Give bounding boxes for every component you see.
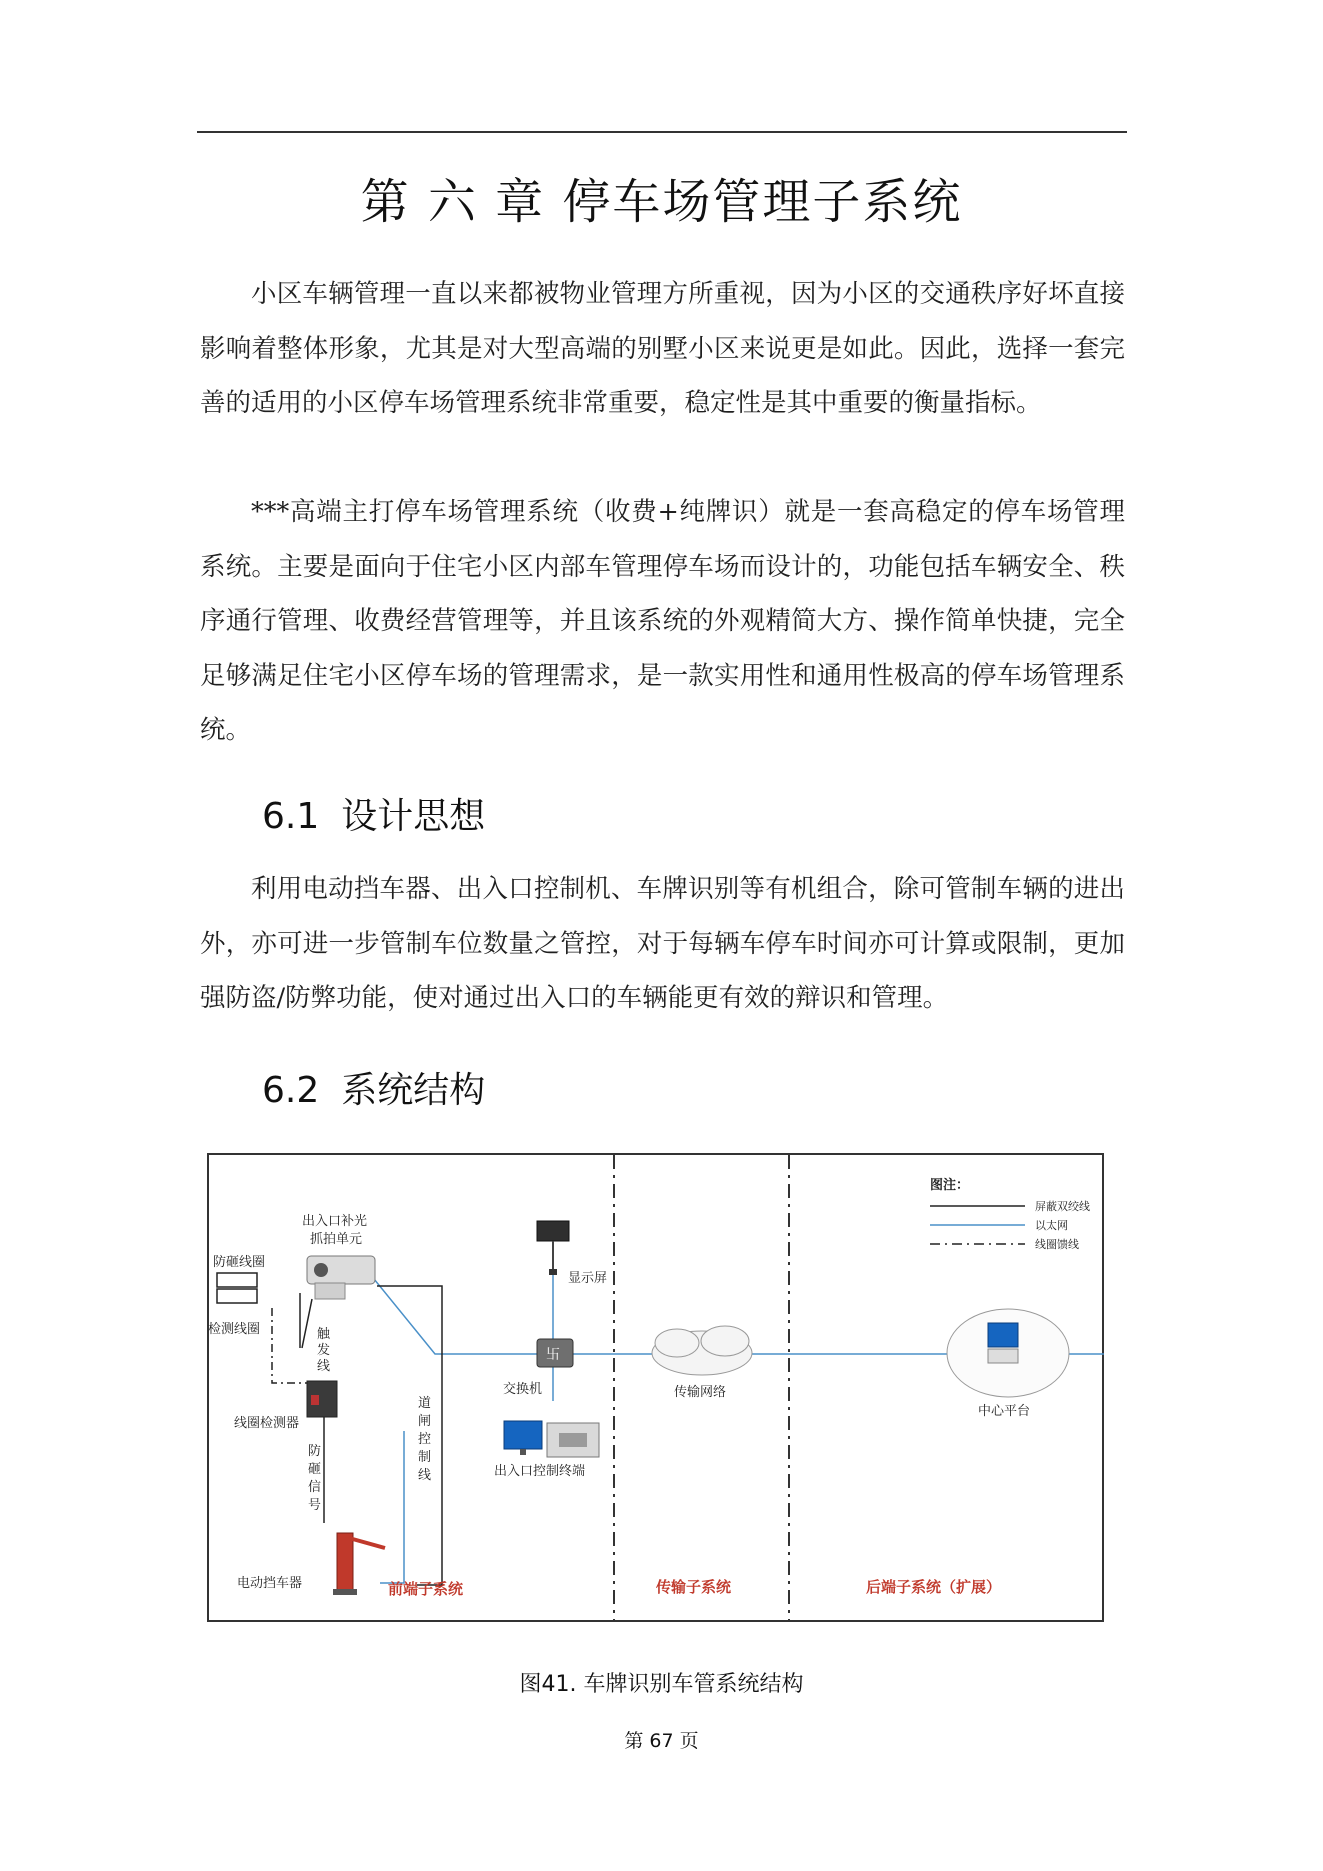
svg-text:卐: 卐: [546, 1347, 560, 1363]
label-center: 中心平台: [978, 1404, 1031, 1419]
legend-title: 图注：: [930, 1178, 970, 1193]
gate-control-line-label: [418, 1396, 431, 1483]
subsystem-backend: 后端子系统（扩展）: [866, 1578, 1002, 1596]
svg-text:砸: 砸: [308, 1462, 322, 1477]
intro-paragraph-1: 小区车辆管理一直以来都被物业管理方所重视，因为小区的交通秩序好坏直接影响着整体形象，尤其是对大型高端的别墅小区来说更是如此。因此，选择一套完善的适用的小区停车场管理系统非常重要，稳定性是其中重要的衡量指标。: [200, 279, 1125, 418]
section-heading-6-2: [262, 1062, 485, 1113]
intro-paragraph-2: ***高端主打停车场管理系统（收费+纯牌识）就是一套高稳定的停车场管理系统。主要是面向于住宅小区内部车管理停车场而设计的，功能包括车辆安全、秩序通行管理、收费经营管理等，并且该系统的外观精简大方、操作简单快捷，完全足够满足住宅小区停车场的管理需求，是一款实用性和通用性极高的停车场管理系统。: [200, 497, 1125, 745]
svg-text:线: 线: [418, 1468, 432, 1483]
switch-icon: [537, 1339, 573, 1367]
svg-text:发: 发: [317, 1343, 331, 1358]
section-number: 6.1: [262, 796, 320, 837]
svg-text:制: 制: [418, 1450, 432, 1465]
label-detect-coil: 检测线圈: [208, 1322, 261, 1337]
legend-coil: 线圈馈线: [1035, 1238, 1079, 1251]
svg-text:闸: 闸: [418, 1414, 432, 1429]
label-network: 传输网络: [674, 1385, 727, 1400]
center-platform-icon: [947, 1309, 1069, 1397]
svg-text:触: 触: [317, 1327, 331, 1342]
label-camera-2: 抓拍单元: [310, 1232, 363, 1247]
section-heading-6-1: [262, 788, 485, 839]
label-switch: 交换机: [503, 1382, 543, 1397]
section-title: 设计思想: [341, 796, 486, 837]
label-anti-smash-coil: 防砸线圈: [213, 1255, 266, 1270]
system-structure-diagram: [207, 1153, 1104, 1622]
legend-stp: 屏蔽双绞线: [1035, 1200, 1090, 1213]
subsystem-front: 前端子系统: [388, 1580, 464, 1598]
label-barrier: 电动挡车器: [237, 1576, 303, 1591]
svg-text:道: 道: [418, 1396, 432, 1411]
svg-text:信: 信: [308, 1480, 322, 1495]
label-coil-detector: 线圈检测器: [234, 1416, 300, 1431]
figure-caption: 图41. 车牌识别车管系统结构: [519, 1672, 804, 1697]
svg-text:防: 防: [308, 1444, 322, 1459]
section-number: 6.2: [262, 1070, 320, 1111]
coil-detector-icon: [307, 1381, 337, 1417]
cloud-icon: [652, 1326, 752, 1375]
label-display: 显示屏: [568, 1271, 608, 1286]
chapter-title: 第 六 章 停车场管理子系统: [360, 174, 963, 230]
svg-text:线: 线: [317, 1359, 331, 1374]
header-rule: [197, 131, 1127, 133]
svg-text:控: 控: [418, 1432, 432, 1447]
section-title: 系统结构: [341, 1070, 486, 1111]
section1-body: 利用电动挡车器、出入口控制机、车牌识别等有机组合，除可管制车辆的进出外，亦可进一步管制车位数量之管控，对于每辆车停车时间亦可计算或限制，更加强防盗/防弊功能，使对通过出入口的车辆能更有效的辩识和管理。: [200, 874, 1125, 1013]
label-control-terminal: 出入口控制终端: [494, 1464, 586, 1479]
page-number: 第 67 页: [624, 1730, 699, 1752]
svg-text:号: 号: [308, 1498, 322, 1513]
trigger-line-label: [317, 1327, 331, 1374]
subsystem-transport: 传输子系统: [656, 1578, 732, 1596]
label-camera-1: 出入口补光: [302, 1214, 368, 1229]
legend-ethernet: 以太网: [1035, 1219, 1068, 1232]
